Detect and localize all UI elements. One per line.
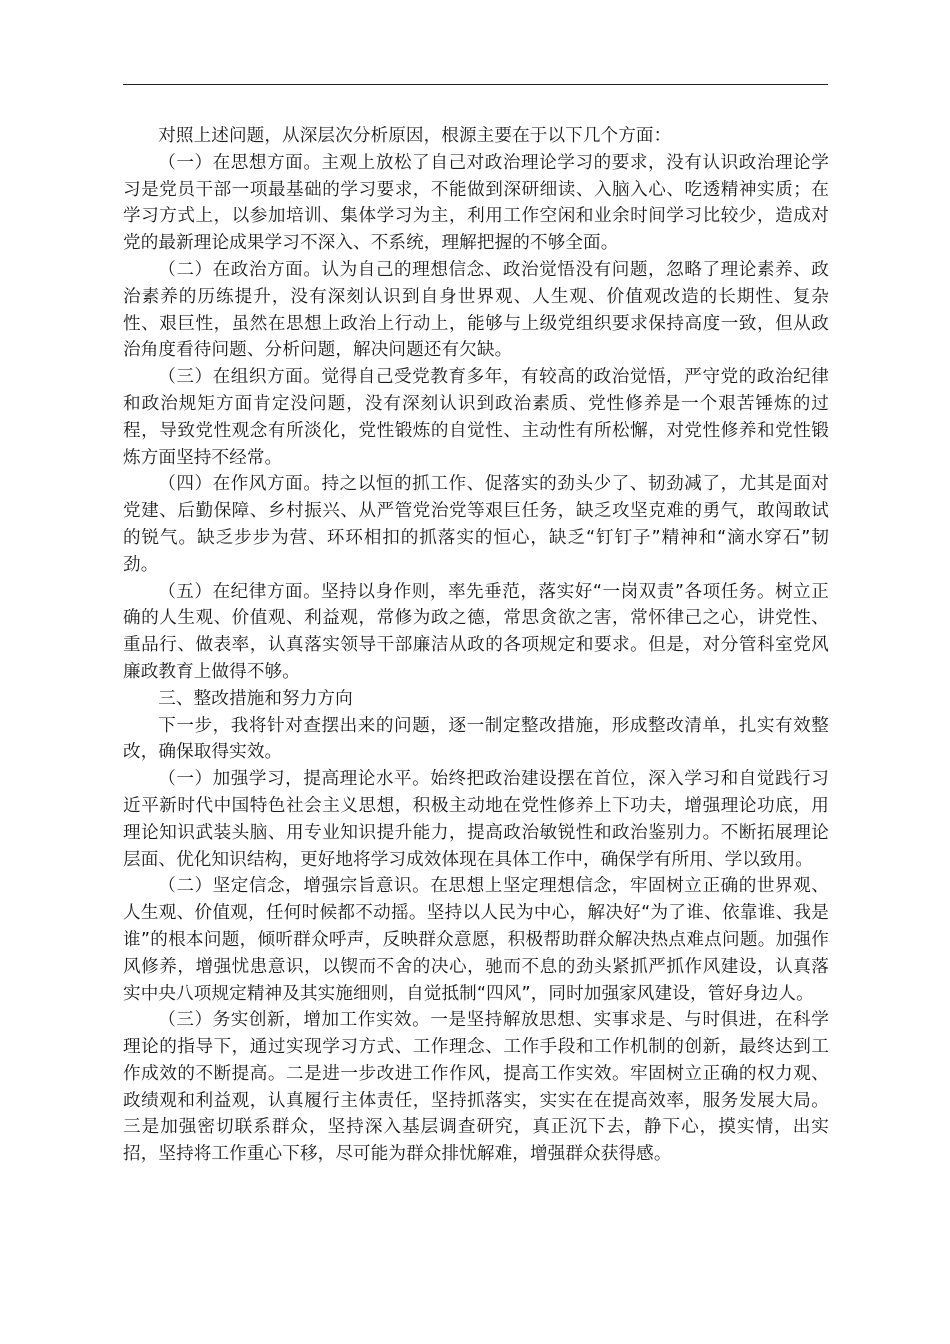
cause-organization-paragraph: （三）在组织方面。觉得自己受党教育多年，有较高的政治觉悟，严守党的政治纪律和政治规矩方面肯定没问题，没有深刻认识到政治素质、党性修养是一个艰苦锤炼的过程，导致党性观念有所淡化，党性锻炼的自觉性、主动性有所松懈，对党性修养和党性锻炼方面坚持不经常。 bbox=[123, 367, 829, 468]
section-heading: 三、整改措施和努力方向 bbox=[158, 688, 353, 709]
document-body bbox=[123, 123, 829, 1168]
cause-ideology-paragraph: （一）在思想方面。主观上放松了自己对政治理论学习的要求，没有认识政治理论学习是党员干部一项最基础的学习要求，不能做到深研细读、入脑入心、吃透精神实质；在学习方式上，以参加培训、集体学习为主，利用工作空闲和业余时间学习比较少，造成对党的最新理论成果学习不深入、不系统，理解把握的不够全面。 bbox=[123, 152, 829, 254]
cause-politics-paragraph: （二）在政治方面。认为自己的理想信念、政治觉悟没有问题，忽略了理论素养、政治素养的历练提升，没有深刻认识到自身世界观、人生观、价值观改造的长期性、复杂性、艰巨性，虽然在思想上政治上行动上，能够与上级党组织要求保持高度一致，但从政治角度看待问题、分析问题，解决问题还有欠缺。 bbox=[123, 259, 829, 361]
header-rule bbox=[123, 84, 828, 85]
intro-paragraph: 对照上述问题，从深层次分析原因，根源主要在于以下几个方面： bbox=[158, 126, 672, 146]
cause-work-style-paragraph: （四）在作风方面。持之以恒的抓工作、促落实的劲头少了、韧劲减了，尤其是面对党建、后勤保障、乡村振兴、从严管党治党等艰巨任务，缺乏攻坚克难的勇气，敢闯敢试的锐气。缺乏步步为营、环环相扣的抓落实的恒心，缺乏“钉钉子”精神和“滴水穿石”韧劲。 bbox=[123, 474, 829, 575]
measures-intro-paragraph: 下一步，我将针对查摆出来的问题，逐一制定整改措施，形成整改清单，扎实有效整改，确保取得实效。 bbox=[123, 715, 829, 763]
measure-innovation-paragraph: （三）务实创新，增加工作实效。一是坚持解放思想、实事求是、与时俱进，在科学理论的指导下，通过实现学习方式、工作理念、工作手段和工作机制的创新，最终达到工作成效的不断提高。二是进一步改进工作作风，提高工作实效。牢固树立正确的权力观、政绩观和利益观，认真履行主体责任，坚持抓落实，实实在在提高效率，服务发展大局。三是加强密切联系群众，坚持深入基层调查研究，真正沉下去，静下心，摸实情，出实招，坚持将工作重心下移，尽可能为群众排忧解难，增强群众获得感。 bbox=[123, 1010, 829, 1165]
cause-discipline-paragraph: （五）在纪律方面。坚持以身作则，率先垂范，落实好“一岗双责”各项任务。树立正确的人生观、价值观、利益观，常修为政之德，常思贪欲之害，常怀律己之心，讲党性、重品行、做表率，认真落实领导干部廉洁从政的各项规定和要求。但是，对分管科室党风廉政教育上做得不够。 bbox=[123, 581, 829, 682]
measure-belief-paragraph: （二）坚定信念，增强宗旨意识。在思想上坚定理想信念，牢固树立正确的世界观、人生观、价值观，任何时候都不动摇。坚持以人民为中心，解决好“为了谁、依靠谁、我是谁”的根本问题，倾听群众呼声，反映群众意愿，积极帮助群众解决热点难点问题。加强作风修养，增强忧患意识，以锲而不舍的决心，驰而不息的劲头紧抓严抓作风建设，认真落实中央八项规定精神及其实施细则，自觉抵制“四风”，同时加强家风建设，管好身边人。 bbox=[123, 876, 829, 1004]
measure-study-paragraph: （一）加强学习，提高理论水平。始终把政治建设摆在首位，深入学习和自觉践行习近平新时代中国特色社会主义思想，积极主动地在党性修养上下功夫，增强理论功底，用理论知识武装头脑、用专业知识提升能力，提高政治敏锐性和政治鉴别力。不断拓展理论层面、优化知识结构，更好地将学习成效体现在具体工作中，确保学有所用、学以致用。 bbox=[123, 769, 829, 870]
